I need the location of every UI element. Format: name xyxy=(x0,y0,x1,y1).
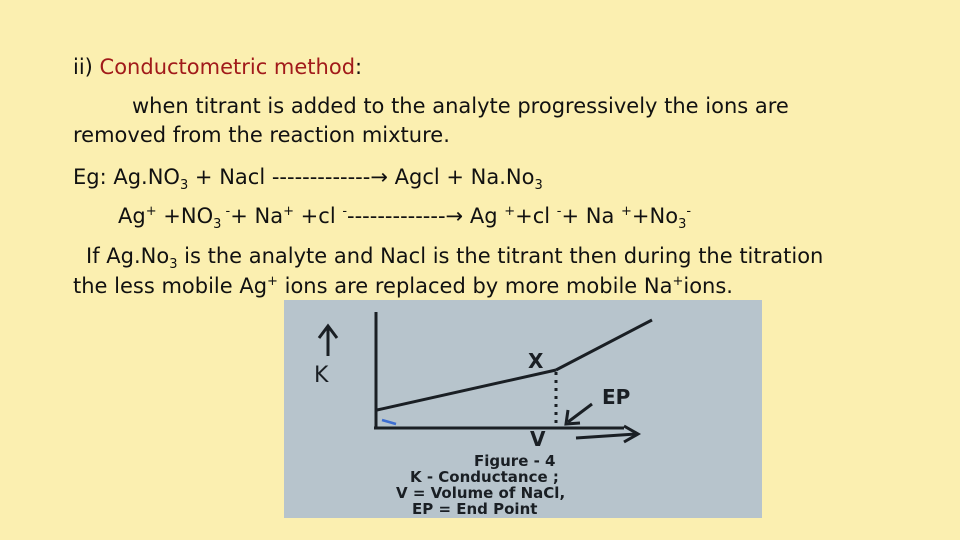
paragraph-2-line-1 xyxy=(86,241,823,271)
para2-part: ions. xyxy=(683,274,733,298)
eq2-part: +cl xyxy=(515,204,557,228)
section-heading xyxy=(73,52,362,82)
eq1-sub2: 3 xyxy=(534,178,543,194)
up-arrow-icon xyxy=(319,326,337,356)
eq2-part: + Na xyxy=(561,204,621,228)
y-axis-label: K xyxy=(314,363,329,388)
curve-before-ep xyxy=(377,370,556,410)
diagonal-arrow-icon xyxy=(566,404,592,424)
caption-line-2: K - Conductance ; xyxy=(410,468,559,486)
eq2-part: +NO xyxy=(156,204,214,228)
para2-part: is the analyte and Nacl is the titrant then during the titration xyxy=(177,244,824,268)
para2-part: ions are replaced by more mobile Na xyxy=(277,274,673,298)
para2-part: If Ag.No xyxy=(86,244,170,268)
eq2-sup: + xyxy=(504,204,516,219)
eq2-sup: + xyxy=(145,204,157,219)
curve-after-ep xyxy=(556,320,652,370)
point-label: X xyxy=(528,349,544,373)
para2-part: the less mobile Ag xyxy=(73,274,268,298)
eq2-sup: - xyxy=(556,204,562,219)
figure-drawing xyxy=(284,300,762,518)
eq2-part: +No xyxy=(631,204,679,228)
para2-sup: + xyxy=(672,274,684,289)
eq2-part: ------------- xyxy=(347,204,446,228)
eq2-part: Ag xyxy=(118,204,146,228)
eq2-sub: 3 xyxy=(213,217,222,233)
eq1-mid: + Nacl ------------- xyxy=(188,165,371,189)
eq2-sup: - xyxy=(686,204,692,219)
eq1-lead: Eg: Ag.NO xyxy=(73,165,180,189)
heading-prefix: ii) xyxy=(73,55,100,79)
eq2-sup: + xyxy=(621,204,632,219)
ep-label: EP xyxy=(602,385,631,409)
eq2-part: Ag xyxy=(463,204,505,228)
origin-mark-icon xyxy=(382,420,396,424)
para2-sup: + xyxy=(267,274,278,289)
eq2-sup: - xyxy=(221,204,231,219)
eq2-sub: 3 xyxy=(678,217,687,233)
para2-sub: 3 xyxy=(169,257,178,273)
eq2-sup: + xyxy=(283,204,294,219)
paragraph-2-line-2 xyxy=(73,271,733,301)
caption-line-4: EP = End Point xyxy=(412,500,538,518)
heading-title: Conductometric method xyxy=(99,55,356,79)
caption-line-3: V = Volume of NaCl, xyxy=(396,484,566,502)
eq2-part: +cl xyxy=(294,204,343,228)
equation-1 xyxy=(73,162,543,192)
paragraph-1-line-1: when titrant is added to the analyte progressively the ions are xyxy=(132,94,789,118)
eq1-sub1: 3 xyxy=(179,178,189,194)
eq1-tail: Agcl + Na.No xyxy=(387,165,535,189)
caption-line-1: Figure - 4 xyxy=(474,452,556,470)
paragraph-1-line-2: removed from the reaction mixture. xyxy=(73,123,450,147)
conductance-figure xyxy=(284,300,762,518)
reaction-arrow-icon: → xyxy=(370,165,388,189)
equation-2 xyxy=(118,201,691,231)
x-axis-label: V xyxy=(530,427,546,451)
reaction-arrow-icon: → xyxy=(445,204,464,228)
heading-suffix: : xyxy=(355,55,363,79)
eq2-sup: - xyxy=(342,204,348,219)
eq2-part: + Na xyxy=(230,204,284,228)
